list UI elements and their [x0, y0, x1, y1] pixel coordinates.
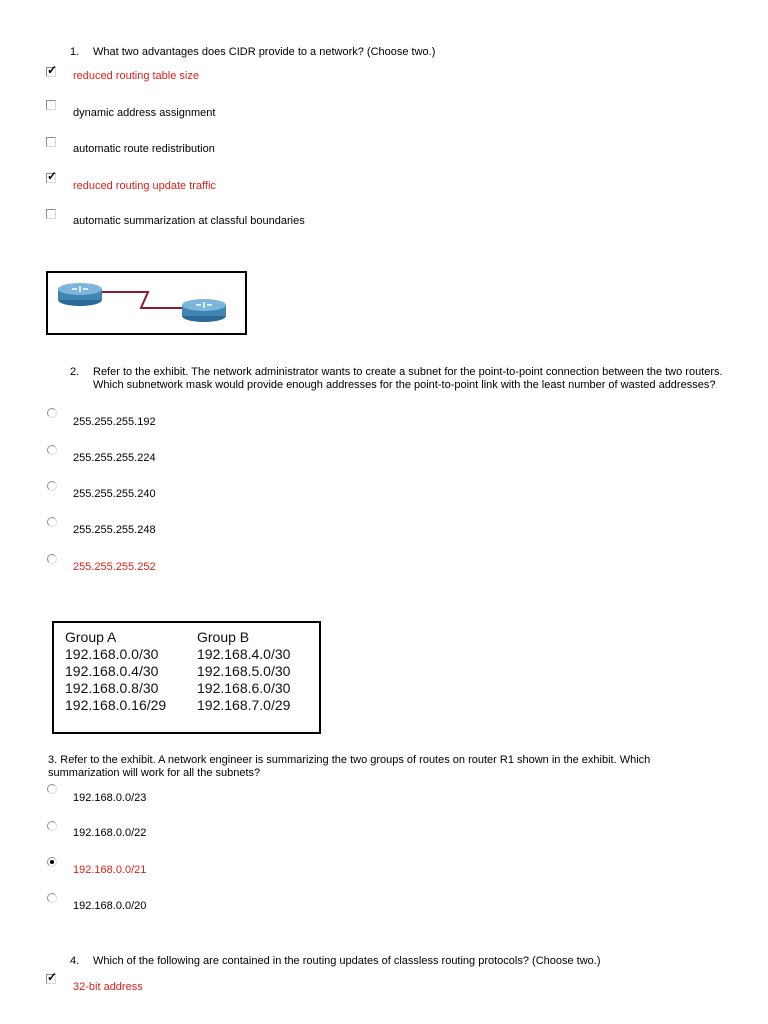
q3-option-1-radio[interactable]	[47, 784, 57, 794]
router-icon-right	[182, 299, 226, 322]
question-3-text: Refer to the exhibit. A network engineer is summarizing the two groups of routes on router R1 shown in the exhibit. Which summarization will work for all the subnets?	[48, 754, 651, 779]
q1-option-4-label: reduced routing update traffic	[73, 180, 216, 192]
exhibit-router-topology	[46, 271, 247, 335]
q3-option-4-radio[interactable]	[47, 893, 57, 903]
group-b-header: Group B	[197, 629, 250, 645]
question-3-text-block	[48, 754, 708, 780]
check-icon: ✓	[47, 970, 58, 984]
q2-option-5-radio[interactable]	[47, 554, 57, 564]
q1-option-2-checkbox[interactable]	[46, 100, 56, 110]
q1-option-5-label: automatic summarization at classful boundaries	[73, 215, 305, 227]
q2-option-4-radio[interactable]	[47, 517, 57, 527]
group-b-route: 192.168.5.0/30	[197, 663, 291, 679]
q4-option-1-checkbox[interactable]	[46, 970, 58, 984]
router-topology-diagram	[48, 273, 245, 333]
q1-option-1-label: reduced routing table size	[73, 70, 199, 82]
q2-option-3-radio[interactable]	[47, 481, 57, 491]
q1-option-5-checkbox[interactable]	[46, 209, 56, 219]
group-b-route: 192.168.4.0/30	[197, 646, 291, 662]
exhibit-route-groups	[52, 621, 321, 734]
q2-option-1-label: 255.255.255.192	[73, 416, 156, 428]
question-4-text: Which of the following are contained in the routing updates of classless routing protocols? (Choose two.)	[93, 955, 601, 967]
radio-selected-dot-icon	[50, 860, 54, 864]
q4-option-1-label: 32-bit address	[73, 981, 143, 993]
q1-option-3-checkbox[interactable]	[46, 137, 56, 147]
q3-option-2-label: 192.168.0.0/22	[73, 827, 147, 839]
group-b-route: 192.168.6.0/30	[197, 680, 291, 696]
q1-option-1-checkbox[interactable]	[46, 63, 58, 77]
question-1-text: What two advantages does CIDR provide to a network? (Choose two.)	[93, 46, 436, 58]
serial-link-icon	[95, 292, 182, 308]
check-icon: ✓	[47, 63, 58, 77]
group-a-header: Group A	[65, 629, 117, 645]
group-a-route: 192.168.0.0/30	[65, 646, 159, 662]
q3-option-4-label: 192.168.0.0/20	[73, 900, 147, 912]
q3-option-3-radio[interactable]	[47, 857, 57, 867]
group-a-route: 192.168.0.4/30	[65, 663, 159, 679]
q3-option-1-label: 192.168.0.0/23	[73, 792, 147, 804]
q2-option-5-label: 255.255.255.252	[73, 561, 156, 573]
question-4-number: 4.	[70, 955, 80, 967]
q2-option-2-radio[interactable]	[47, 445, 57, 455]
question-2-number: 2.	[70, 366, 80, 378]
q3-option-3-label: 192.168.0.0/21	[73, 864, 147, 876]
group-b-route: 192.168.7.0/29	[197, 697, 291, 713]
q2-option-1-radio[interactable]	[47, 408, 57, 418]
question-1-number: 1.	[70, 46, 80, 58]
router-icon-left	[58, 283, 102, 306]
group-a-column	[65, 629, 166, 714]
q3-option-2-radio[interactable]	[47, 821, 57, 831]
question-2-text: Refer to the exhibit. The network administrator wants to create a subnet for the point-to-point connection between the two routers. Which subnetwork mask would provide enough addresses for the point-to-point link with the least number of wasted addresses?	[93, 366, 723, 391]
q2-option-3-label: 255.255.255.240	[73, 488, 156, 500]
q1-option-4-checkbox[interactable]	[46, 169, 58, 183]
q1-option-2-label: dynamic address assignment	[73, 107, 216, 119]
group-a-route: 192.168.0.16/29	[65, 697, 167, 713]
check-icon: ✓	[47, 169, 58, 183]
q2-option-4-label: 255.255.255.248	[73, 524, 156, 536]
question-3-number: 3.	[48, 754, 58, 766]
group-b-column	[197, 629, 290, 714]
q2-option-2-label: 255.255.255.224	[73, 452, 156, 464]
q1-option-3-label: automatic route redistribution	[73, 143, 215, 155]
group-a-route: 192.168.0.8/30	[65, 680, 159, 696]
